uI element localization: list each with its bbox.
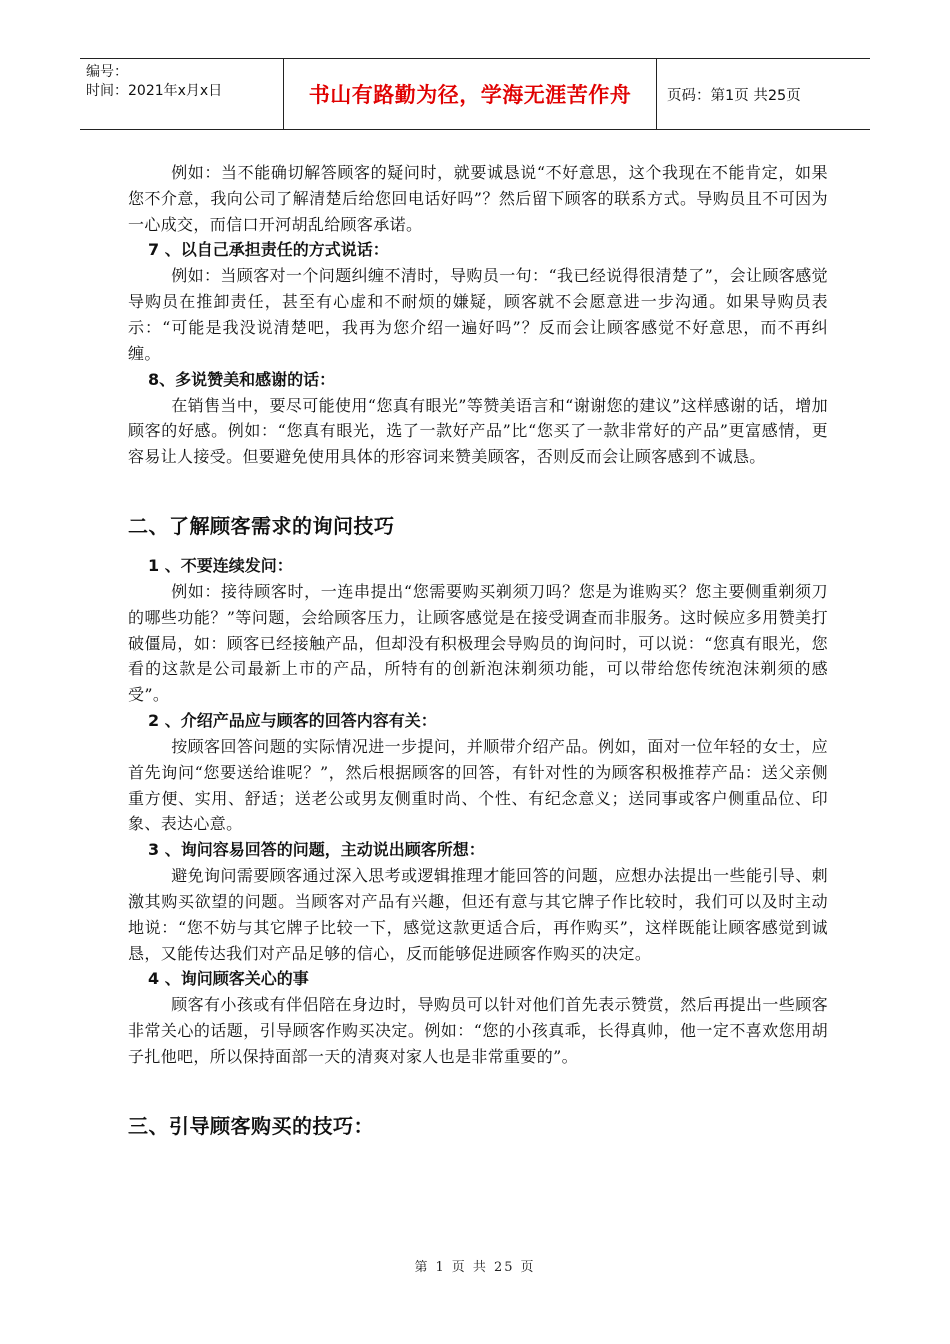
page-footer: [0, 1256, 950, 1275]
item-heading: 4 、询问顾客关心的事: [148, 969, 309, 989]
paragraph: 例如：接待顾客时，一连串提出“您需要购买剃须刀吗？您是为谁购买？您主要侧重剃须刀的哪些功能？”等问题，会给顾客压力，让顾客感觉是在接受调查而非服务。这时候应多用赞美打破僵局，如：顾客已经接触产品，但却没有积极理会导购员的询问时，可以说：“您真有眼光，您看的这款是公司最新上市的产品，所特有的创新泡沫剃须功能，可以带给您传统泡沫剃须的感受”。: [128, 581, 828, 705]
section-heading: 二、了解顾客需求的询问技巧: [128, 513, 395, 538]
page-label: 页码：第1页 共25页: [667, 87, 801, 104]
document-body: [128, 160, 828, 1139]
paragraph: 在销售当中，要尽可能使用“您真有眼光”等赞美语言和“谢谢您的建议”这样感谢的话，增加顾客的好感。例如：“您真有眼光，选了一款好产品”比“您买了一款非常好的产品”更富感情，更容易让人接受。但要避免使用具体的形容词来赞美顾客，否则反而会让顾客感到不诚恳。: [128, 395, 828, 467]
time-label: 时间：2021年x月x日: [86, 83, 223, 99]
number-label: 编号：: [86, 64, 128, 80]
paragraph: 例如：当顾客对一个问题纠缠不清时，导购员一句：“我已经说得很清楚了”，会让顾客感觉导购员在推卸责任，甚至有心虚和不耐烦的嫌疑，顾客就不会愿意进一步沟通。如果导购员表示：“可能是我没说清楚吧，我再为您介绍一遍好吗”？反而会让顾客感觉不好意思，而不再纠缠。: [128, 266, 828, 363]
header-meta: [80, 59, 283, 129]
footer-middle: 页 共: [451, 1260, 488, 1275]
motto: 书山有路勤为径，学海无涯苦作舟: [308, 83, 632, 107]
footer-suffix: 页: [520, 1260, 536, 1275]
paragraph: 例如：当不能确切解答顾客的疑问时，就要诚恳说“不好意思，这个我现在不能肯定，如果您不介意，我向公司了解清楚后给您回电话好吗”？然后留下顾客的联系方式。导购员且不可因为一心成交，而信口开河胡乱给顾客承诺。: [128, 163, 828, 234]
item-heading: 2 、介绍产品应与顾客的回答内容有关：: [148, 710, 437, 730]
item-heading: 8、多说赞美和感谢的话：: [148, 369, 336, 389]
document-header: [80, 58, 870, 130]
section-heading: 三、引导顾客购买的技巧：: [128, 1113, 374, 1138]
item-heading: 7 、以自己承担责任的方式说话：: [148, 240, 389, 260]
footer-prefix: 第: [414, 1260, 430, 1275]
footer-page-number: 1: [435, 1260, 446, 1275]
header-motto-cell: [283, 59, 657, 129]
item-heading: 3 、询问容易回答的问题，主动说出顾客所想：: [148, 840, 485, 860]
paragraph: 顾客有小孩或有伴侣陪在身边时，导购员可以针对他们首先表示赞赏，然后再提出一些顾客非常关心的话题，引导顾客作购买决定。例如：“您的小孩真乖，长得真帅，他一定不喜欢您用胡子扎他吧，所以保持面部一天的清爽对家人也是非常重要的”。: [128, 995, 828, 1066]
footer-total: 25: [493, 1260, 515, 1275]
item-heading: 1 、不要连续发问：: [148, 555, 293, 575]
paragraph: 避免询问需要顾客通过深入思考或逻辑推理才能回答的问题，应想办法提出一些能引导、刺激其购买欲望的问题。当顾客对产品有兴趣，但还有意与其它牌子作比较时，我们可以及时主动地说：“您不妨与其它牌子比较一下，感觉这款更适合后，再作购买”，这样既能让顾客感觉到诚恳，又能传达我们对产品足够的信心，反而能够促进顾客作购买的决定。: [128, 866, 828, 963]
paragraph: 按顾客回答问题的实际情况进一步提问，并顺带介绍产品。例如，面对一位年轻的女士，应首先询问“您要送给谁呢？”，然后根据顾客的回答，有针对性的为顾客积极推荐产品：送父亲侧重方便、实用、舒适；送老公或男友侧重时尚、个性、有纪念意义；送同事或客户侧重品位、印象、表达心意。: [128, 736, 828, 834]
header-page-cell: [657, 59, 870, 129]
